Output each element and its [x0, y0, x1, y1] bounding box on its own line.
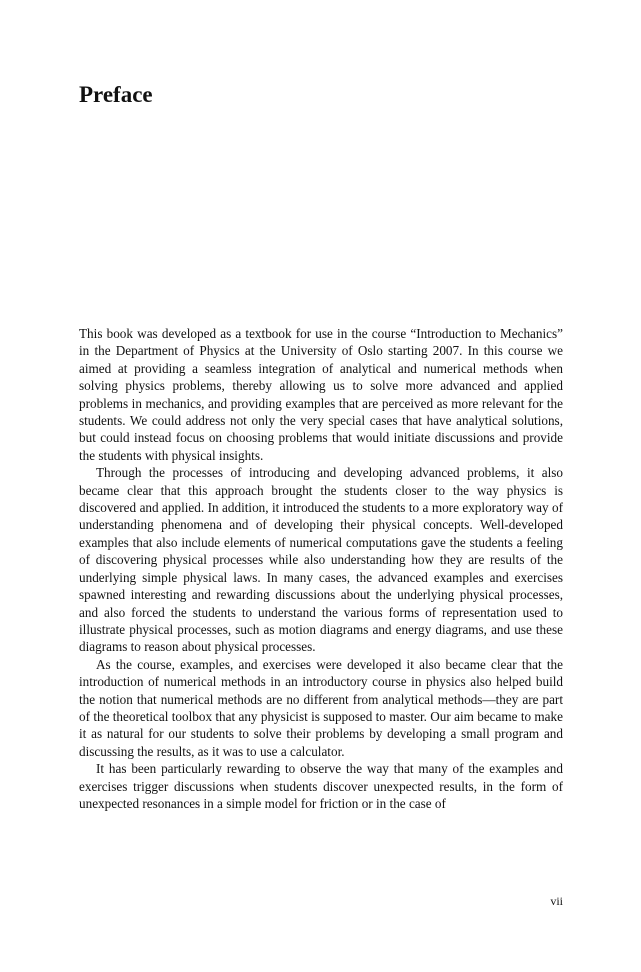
preface-body — [79, 325, 563, 812]
paragraph-1: This book was developed as a textbook for use in the course “Introduction to Mechanics” in the Department of Physics at the University of Oslo starting 2007. In this course we aimed at providing a seamless integration of analytical and numerical methods when solving physics problems, thereby allowing us to solve more advanced and applied problems in mechanics, and providing examples that are perceived as more relevant for the students. We could address not only the very special cases that have analytical solutions, but could instead focus on choosing problems that would initiate discussions and provide the students with physical insights. — [79, 326, 563, 463]
paragraph-2: Through the processes of introducing and developing advanced problems, it also became clear that this approach brought the students closer to the way physics is discovered and applied. In addition, it introduced the students to a more exploratory way of understanding phenomena and of developing their physical concepts. Well-developed examples that also include elements of numerical computations gave the students a feeling of discovering physical processes while also understanding how they are results of the underlying simple physical laws. In many cases, the advanced examples and exercises spawned interesting and rewarding discussions about the underlying physical processes, and also forced the students to understand the various forms of representation used to illustrate physical processes, such as motion diagrams and energy diagrams, and use these diagrams to reason about physical processes. — [79, 465, 563, 655]
page-number: vii — [550, 894, 563, 908]
paragraph-4: It has been particularly rewarding to observe the way that many of the examples and exercises trigger discussions when students discover unexpected results, in the form of unexpected resonances in a simple model for friction or in the case of — [79, 761, 563, 811]
chapter-title: Preface — [79, 82, 153, 107]
paragraph-3: As the course, examples, and exercises were developed it also became clear that the introduction of numerical methods in an introductory course in physics also helped build the notion that numerical methods are no different from analytical methods—they are part of the theoretical toolbox that any physicist is supposed to master. Our aim became to make it as natural for our students to solve their problems by developing a small program and discussing the results, as it was to use a calculator. — [79, 656, 563, 759]
